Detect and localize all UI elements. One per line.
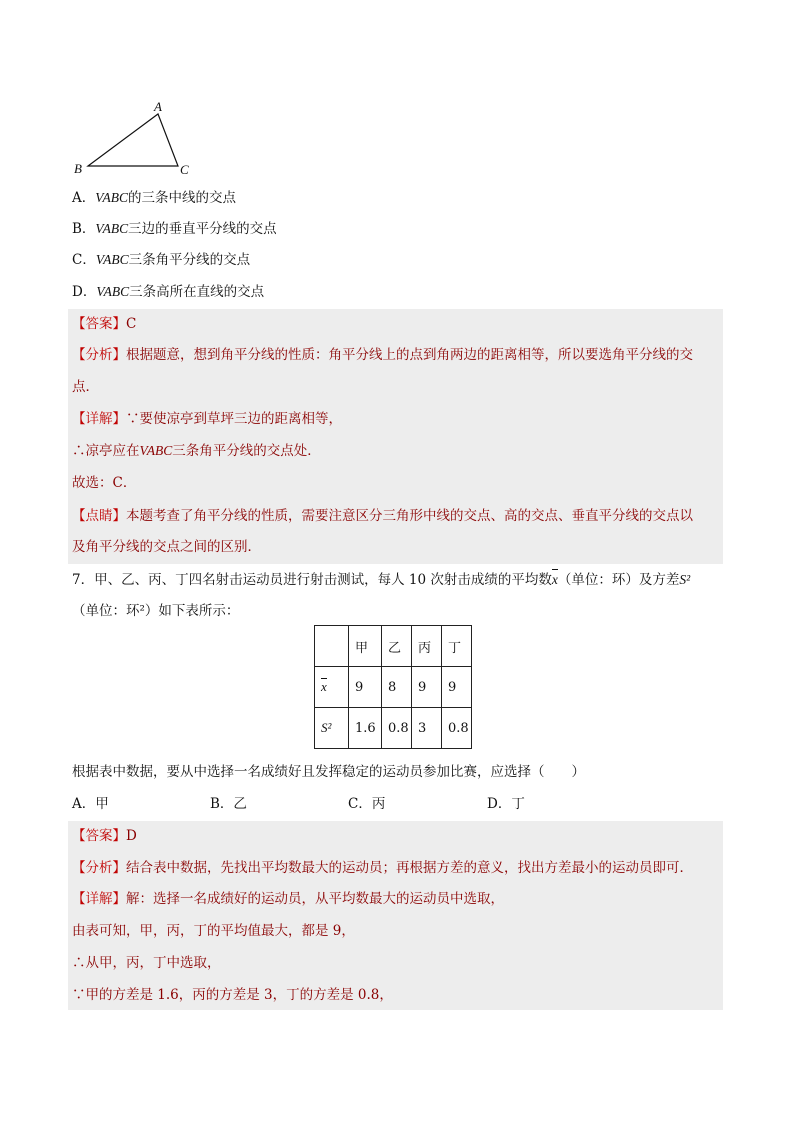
q6-comment [72,506,693,526]
q7-detail-line4 [72,985,393,1005]
q7-analysis [72,858,693,878]
table-cell: 甲 [349,626,382,667]
table-cell: 9 [349,667,382,708]
q7-solution-panel [68,821,723,1010]
triangle-name: VABC [95,190,128,205]
analysis-text: 根据题意，想到角平分线的性质：角平分线上的点到角两边的距离相等，所以要选角平分线的交 [126,347,693,363]
table-cell [315,626,349,667]
q7-option-c: C．丙 [348,796,386,812]
detail-text: ∵甲的方差是 1.6，丙的方差是 3，丁的方差是 0.8， [72,987,393,1003]
variance-symbol: S² [679,572,691,587]
detail-text: 解：选择一名成绩好的运动员，从平均数最大的运动员中选取， [126,891,504,907]
comment-text: 本题考查了角平分线的性质，需要注意区分三角形中线的交点、高的交点、垂直平分线的交点以 [126,508,693,524]
q7-question [72,762,585,782]
table-cell: 8 [382,667,412,708]
table-cell: 9 [442,667,472,708]
table-row-label: S² [315,708,349,749]
vertex-c-label: C [180,162,189,177]
mean-symbol: x [321,679,327,694]
q6-analysis [72,345,693,365]
table-header-row [315,626,472,667]
q6-option-d [72,282,264,302]
q6-detail [72,409,342,429]
q7-stem-text: （单位：环）及方差 [557,572,680,588]
q6-option-a [72,188,236,208]
table-cell: 0.8 [382,708,412,749]
q7-question-text: 根据表中数据，要从中选择一名成绩好且发挥稳定的运动员参加比赛，应选择（ ） [72,764,585,780]
q7-detail-line3 [72,953,221,973]
q6-detail-line3 [72,473,136,493]
triangle-figure [70,96,210,182]
detail-text: ∵要使凉亭到草坪三边的距离相等， [126,411,342,427]
vertex-a-label: A [154,99,162,114]
table-cell: 1.6 [349,708,382,749]
q7-detail-line2 [72,921,355,941]
table-row-label [315,667,349,708]
table-cell: 3 [412,708,442,749]
detail-text: ∴凉亭应在 [72,443,140,459]
mean-symbol: x [552,570,558,590]
answer-value: D [126,828,137,844]
triangle-name: VABC [95,252,129,267]
q6-option-d-letter: D． [72,284,97,300]
triangle-shape [88,114,178,166]
detail-text: 三条角平分线的交点处． [172,443,321,459]
q7-detail [72,889,504,909]
vertex-b-label: B [74,161,82,176]
q6-answer [72,314,136,334]
q6-option-a-text: 的三条中线的交点 [128,190,236,206]
q6-option-c-letter: C． [72,252,96,268]
detail-text: 故选：C． [72,475,137,491]
answer-tag: 【答案】 [72,316,126,332]
answer-tag: 【答案】 [72,828,126,844]
q6-analysis-cont [72,377,99,397]
q7-option-b: B．乙 [210,796,247,812]
q6-detail-line2 [72,441,321,461]
q7-answer [72,826,137,846]
comment-text-cont: 及角平分线的交点之间的区别． [72,539,261,555]
analysis-tag: 【分析】 [72,860,126,876]
q7-stem-text: （单位：环²）如下表所示： [72,603,240,619]
q6-option-b-letter: B． [72,221,96,237]
table-cell: 0.8 [442,708,472,749]
q6-option-b-text: 三边的垂直平分线的交点 [128,221,277,237]
analysis-tag: 【分析】 [72,347,126,363]
detail-text: ∴从甲，丙，丁中选取， [72,955,221,971]
q6-option-d-text: 三条高所在直线的交点 [129,284,265,300]
analysis-text-cont: 点． [72,379,99,395]
table-cell: 丁 [442,626,472,667]
table-row-variance [315,708,472,749]
q6-solution-panel [68,309,723,564]
q6-option-b [72,219,277,239]
detail-text: 由表可知，甲，丙，丁的平均值最大，都是 9， [72,923,355,939]
q6-option-c [72,250,250,270]
table-cell: 9 [412,667,442,708]
q6-comment-cont [72,537,261,557]
table-cell: 丙 [412,626,442,667]
q6-option-c-text: 三条角平分线的交点 [128,252,251,268]
answer-value: C [126,316,137,332]
q7-stem-line1 [72,570,690,590]
triangle-name: VABC [95,221,129,236]
q7-stem-text: 7．甲、乙、丙、丁四名射击运动员进行射击测试，每人 10 次射击成绩的平均数 [72,572,552,588]
analysis-text: 结合表中数据，先找出平均数最大的运动员；再根据方差的意义，找出方差最小的运动员即可． [126,860,693,876]
q7-option-d: D．丁 [487,796,525,812]
table-cell: 乙 [382,626,412,667]
triangle-name: VABC [96,284,130,299]
table-row-mean [315,667,472,708]
detail-tag: 【详解】 [72,411,126,427]
triangle-name: VABC [139,443,173,458]
q7-stem-line2 [72,601,239,621]
q7-option-a: A．甲 [72,796,109,812]
detail-tag: 【详解】 [72,891,126,907]
stats-table [314,625,472,749]
comment-tag: 【点睛】 [72,508,126,524]
triangle-diagram [70,96,210,182]
q6-option-a-letter: A． [72,190,96,206]
